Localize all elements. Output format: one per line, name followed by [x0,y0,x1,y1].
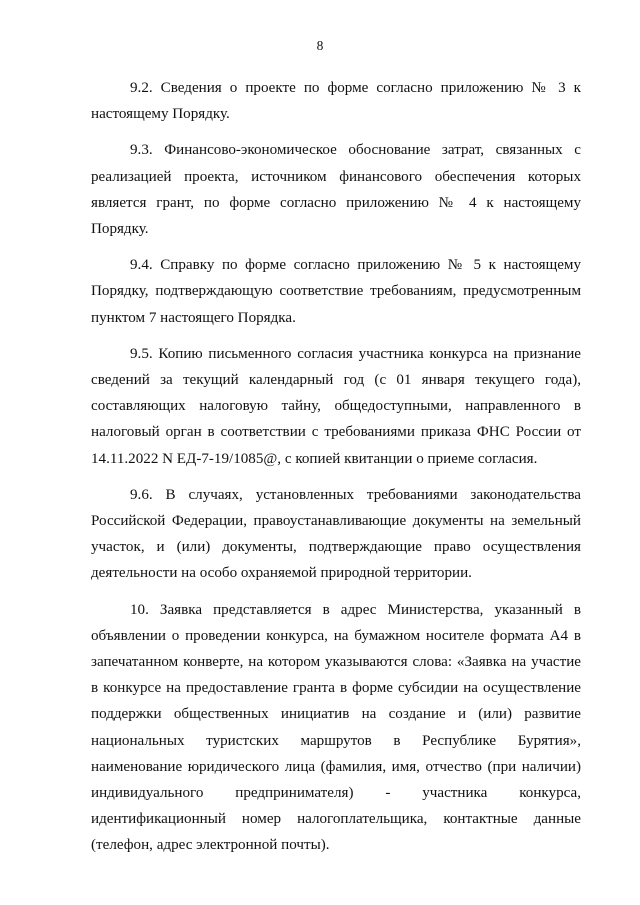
paragraph-9-6: 9.6. В случаях, установленных требованиями законодательства Российской Федерации, правоустанавливающие документы на земельный участок, и (или) документы, подтверждающие право осуществления деятельности на особо охраняемой природной территории. [91,486,581,582]
page-number: 8 [316,38,324,53]
paragraph-9-4: 9.4. Справку по форме согласно приложению № 5 к настоящему Порядку, подтверждающую соответствие требованиям, предусмотренным пунктом 7 настоящего Порядка. [91,257,581,326]
document-body [91,75,581,859]
paragraph-9-2: 9.2. Сведения о проекте по форме согласно приложению № 3 к настоящему Порядку. [91,80,581,123]
paragraph-9-5: 9.5. Копию письменного согласия участника конкурса на признание сведений за текущий календарный год (с 01 января текущего года), составляющих налоговую тайну, общедоступными, направленного в налоговый орган в соответствии с требованиями приказа ФНС России от 14.11.2022 N ЕД-7-19/1085@, с копией квитанции о приеме согласия. [91,345,581,467]
paragraph-10: 10. Заявка представляется в адрес Министерства, указанный в объявлении о проведении конкурса, на бумажном носителе формата А4 в запечатанном конверте, на котором указываются слова: «Заявка на участие в конкурсе на предоставление гранта в форме субсидии на осуществление поддержки общественных инициатив на создание и (или) развитие национальных туристских маршрутов в Республике Бурятия», наименование юридического лица (фамилия, имя, отчество (при наличии) индивидуального предпринимателя) - участника конкурса, идентификационный номер налогоплательщика, контактные данные (телефон, адрес электронной почты). [91,601,581,854]
paragraph-9-3: 9.3. Финансово-экономическое обоснование затрат, связанных с реализацией проекта, источником финансового обеспечения которых является грант, по форме согласно приложению № 4 к настоящему Порядку. [91,142,581,238]
